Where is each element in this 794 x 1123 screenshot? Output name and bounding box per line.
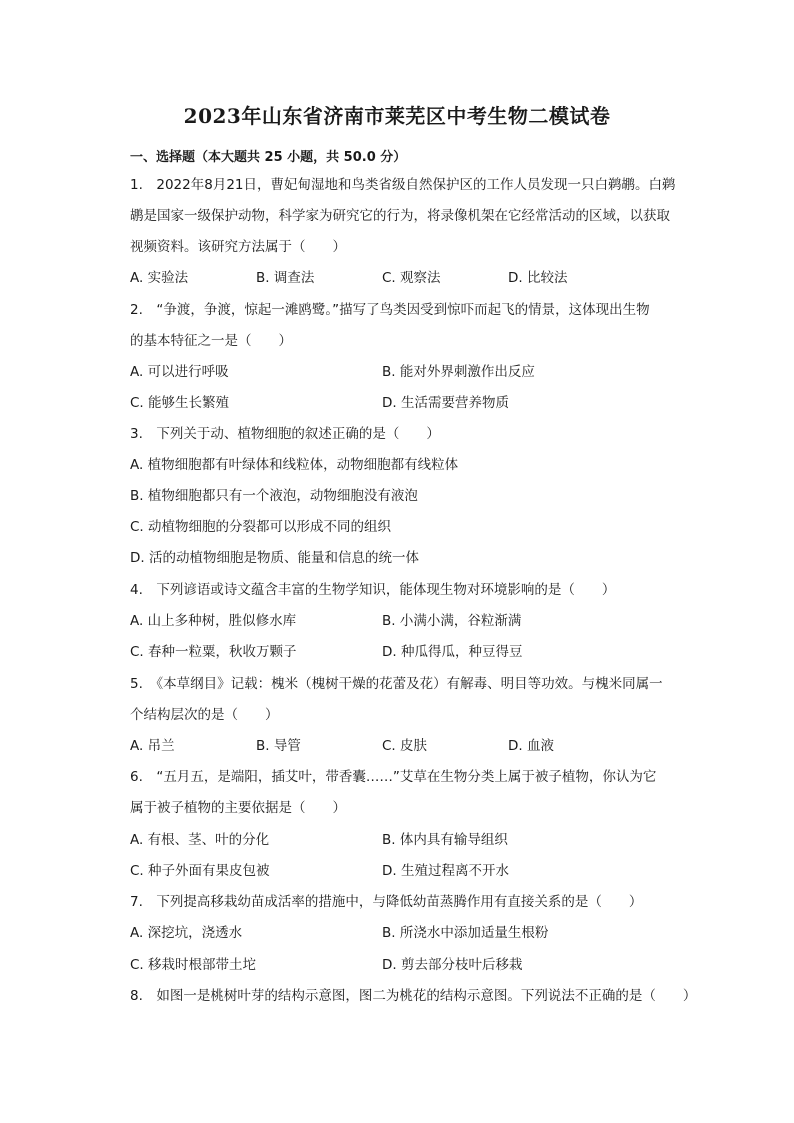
- question-6-option-b: B. 体内具有输导组织: [382, 832, 508, 848]
- question-2-option-b: B. 能对外界刺激作出反应: [382, 364, 535, 380]
- question-6-option-d: D. 生殖过程离不开水: [382, 863, 509, 879]
- question-8-line-1: 8. 如图一是桃树叶芽的结构示意图，图二为桃花的结构示意图。下列说法不正确的是（ ）: [130, 988, 697, 1004]
- question-7-option-b: B. 所浇水中添加适量生根粉: [382, 925, 549, 941]
- question-3-line-1: 3. 下列关于动、植物细胞的叙述正确的是（ ）: [130, 426, 440, 442]
- question-2-line-1: 2. “争渡，争渡，惊起一滩鸥鹭。”描写了鸟类因受到惊吓而起飞的情景，这体现出生物: [130, 302, 650, 318]
- question-5-line-1: 5. 《本草纲目》记载：槐米（槐树干燥的花蕾及花）有解毒、明目等功效。与槐米同属一: [130, 676, 663, 692]
- question-6-option-a: A. 有根、茎、叶的分化: [130, 832, 270, 848]
- question-1-option-d: D. 比较法: [508, 270, 568, 286]
- question-3-option-a: A. 植物细胞都有叶绿体和线粒体，动物细胞都有线粒体: [130, 457, 459, 473]
- question-6-line-2: 属于被子植物的主要依据是（ ）: [130, 800, 346, 816]
- question-6-option-c: C. 种子外面有果皮包被: [130, 863, 270, 879]
- question-7-option-d: D. 剪去部分枝叶后移栽: [382, 957, 523, 973]
- question-4-option-c: C. 春种一粒粟，秋收万颗子: [130, 644, 297, 660]
- question-2-option-c: C. 能够生长繁殖: [130, 395, 230, 411]
- question-3-option-d: D. 活的动植物细胞是物质、能量和信息的统一体: [130, 550, 419, 566]
- question-4-option-d: D. 种瓜得瓜，种豆得豆: [382, 644, 523, 660]
- question-4-line-1: 4. 下列谚语或诗文蕴含丰富的生物学知识，能体现生物对环境影响的是（ ）: [130, 582, 616, 598]
- question-7-option-c: C. 移栽时根部带土坨: [130, 957, 257, 973]
- question-1-line-2: 鹕是国家一级保护动物，科学家为研究它的行为，将录像机架在它经常活动的区域，以获取: [130, 208, 670, 224]
- question-1-option-c: C. 观察法: [382, 270, 441, 286]
- question-1-option-a: A. 实验法: [130, 270, 189, 286]
- section-heading: 一、选择题（本大题共 25 小题，共 50.0 分）: [130, 150, 407, 165]
- question-5-option-b: B. 导管: [256, 738, 301, 754]
- question-5-option-c: C. 皮肤: [382, 738, 428, 754]
- question-3-option-c: C. 动植物细胞的分裂都可以形成不同的组织: [130, 519, 392, 535]
- question-1-line-3: 视频资料。该研究方法属于（ ）: [130, 239, 346, 255]
- question-2-line-2: 的基本特征之一是（ ）: [130, 333, 292, 349]
- question-6-line-1: 6. “五月五，是端阳，插艾叶，带香囊……”艾草在生物分类上属于被子植物，你认为它: [130, 769, 657, 785]
- question-1-option-b: B. 调查法: [256, 270, 315, 286]
- exam-title: 2023年山东省济南市莱芜区中考生物二模试卷: [183, 104, 611, 128]
- question-4-option-a: A. 山上多种树，胜似修水库: [130, 613, 297, 629]
- question-5-option-a: A. 吊兰: [130, 738, 175, 754]
- question-2-option-a: A. 可以进行呼吸: [130, 364, 229, 380]
- question-2-option-d: D. 生活需要营养物质: [382, 395, 509, 411]
- question-5-option-d: D. 血液: [508, 738, 554, 754]
- question-1-line-1: 1. 2022年8月21日，曹妃甸湿地和鸟类省级自然保护区的工作人员发现一只白鹈鹕。白鹈: [130, 177, 676, 193]
- question-4-option-b: B. 小满小满，谷粒渐满: [382, 613, 522, 629]
- question-5-line-2: 个结构层次的是（ ）: [130, 707, 279, 723]
- question-3-option-b: B. 植物细胞都只有一个液泡，动物细胞没有液泡: [130, 488, 418, 504]
- question-7-option-a: A. 深挖坑，浇透水: [130, 925, 243, 941]
- question-7-line-1: 7. 下列提高移栽幼苗成活率的措施中，与降低幼苗蒸腾作用有直接关系的是（ ）: [130, 894, 643, 910]
